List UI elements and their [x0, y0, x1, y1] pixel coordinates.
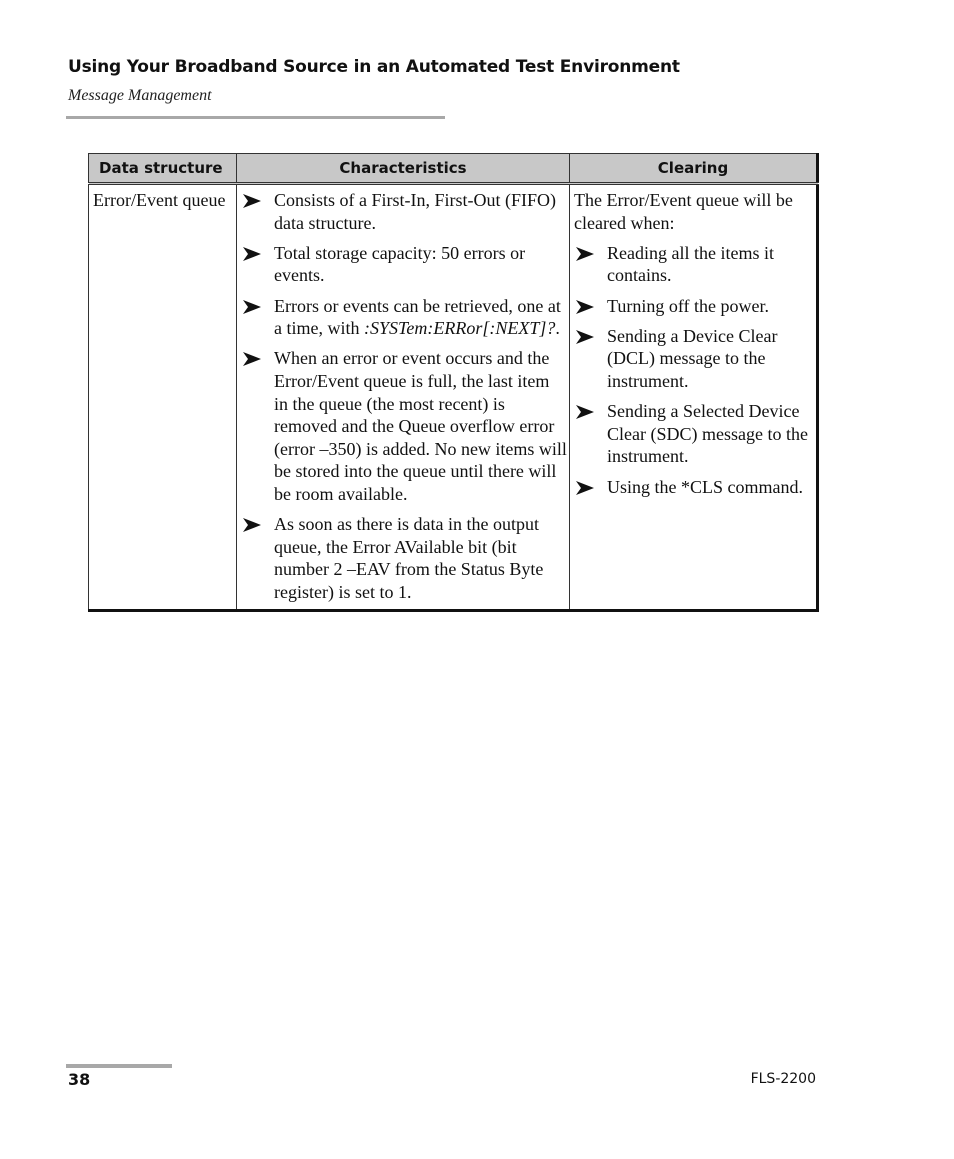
arrowhead-bullet-icon: [243, 518, 261, 532]
characteristics-list: [241, 189, 567, 603]
list-item: [574, 325, 814, 393]
page-number: 38: [68, 1070, 91, 1089]
document-id: FLS-2200: [750, 1071, 816, 1087]
data-structure-cell: Error/Event queue: [89, 184, 237, 611]
list-item: [574, 295, 814, 318]
arrowhead-bullet-icon: [243, 247, 261, 261]
footer-divider: [66, 1064, 172, 1068]
table-header-row: [89, 154, 818, 184]
clearing-intro: The Error/Event queue will be cleared when:: [574, 190, 793, 233]
list-item-text: Errors or events can be retrieved, one at a time, with: [274, 295, 561, 339]
error-event-queue-table: [88, 153, 819, 612]
list-item: [574, 400, 814, 468]
arrowhead-bullet-icon: [576, 405, 594, 419]
list-item-text: Sending a Device Clear (DCL) message to the instrument.: [607, 325, 778, 391]
list-item: [241, 513, 567, 603]
list-item: [241, 242, 567, 287]
arrowhead-bullet-icon: [576, 300, 594, 314]
table-row: [89, 184, 818, 611]
list-item-text: Reading all the items it contains.: [607, 242, 774, 286]
list-item-text: As soon as there is data in the output queue, the Error AVailable bit (bit number 2 –EAV from the Status Byte register) is set to 1.: [274, 514, 544, 602]
arrowhead-bullet-icon: [243, 194, 261, 208]
clearing-cell: [570, 184, 818, 611]
section-subtitle: Message Management: [68, 87, 212, 104]
column-header-characteristics: Characteristics: [237, 154, 570, 184]
list-item: [241, 189, 567, 234]
list-item-text: Turning off the power.: [607, 295, 769, 316]
list-item-text: When an error or event occurs and the Error/Event queue is full, the last item in the queue (the most recent) is removed and the Queue overflow error (error –350) is added. No new items will be stored into the queue until there will be room available.: [274, 348, 567, 504]
list-item-text: Total storage capacity: 50 errors or events.: [274, 242, 526, 286]
list-item: [241, 347, 567, 505]
list-item: [574, 242, 814, 287]
arrowhead-bullet-icon: [576, 330, 594, 344]
clearing-list: [574, 242, 814, 498]
scpi-command: :SYSTem:ERRor[:NEXT]?: [363, 318, 556, 339]
list-item: [241, 295, 567, 340]
sentence-end: .: [555, 318, 560, 339]
characteristics-cell: [237, 184, 570, 611]
list-item-text: Using the *CLS command.: [607, 476, 803, 497]
list-item-text: Consists of a First-In, First-Out (FIFO) data structure.: [274, 190, 557, 233]
arrowhead-bullet-icon: [243, 352, 261, 366]
column-header-clearing: Clearing: [570, 154, 818, 184]
list-item: [574, 476, 814, 499]
column-header-data-structure: Data structure: [89, 154, 237, 184]
section-title: Using Your Broadband Source in an Automated Test Environment: [68, 57, 680, 77]
arrowhead-bullet-icon: [576, 247, 594, 261]
list-item-text: Sending a Selected Device Clear (SDC) message to the instrument.: [607, 401, 808, 467]
arrowhead-bullet-icon: [576, 481, 594, 495]
arrowhead-bullet-icon: [243, 300, 261, 314]
header-divider: [66, 116, 445, 119]
